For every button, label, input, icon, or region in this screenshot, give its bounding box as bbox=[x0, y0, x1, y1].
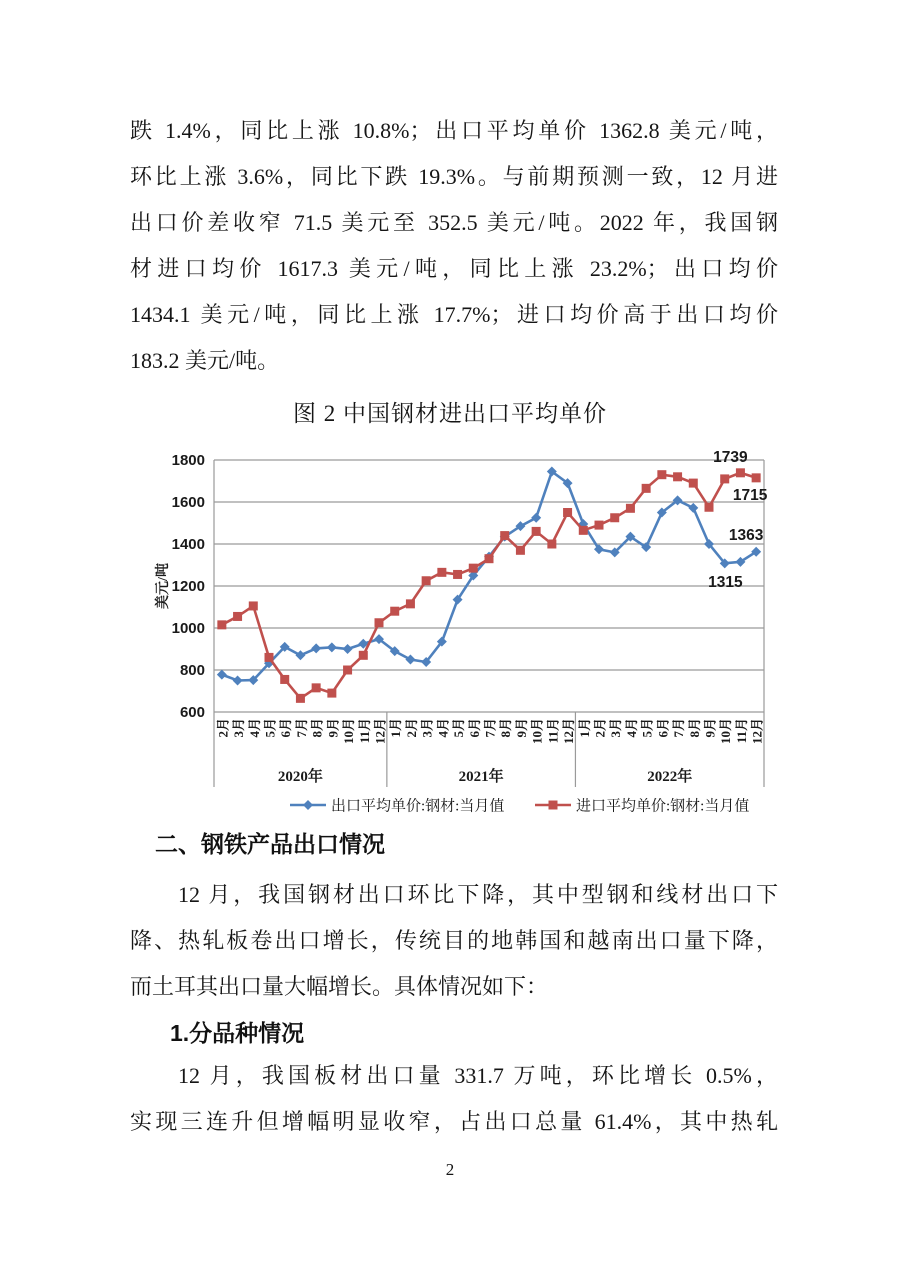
data-point bbox=[469, 564, 478, 573]
month-label: 7月 bbox=[482, 718, 498, 738]
data-point bbox=[217, 670, 227, 680]
month-label: 10月 bbox=[341, 718, 357, 745]
data-point bbox=[736, 468, 745, 477]
month-label: 8月 bbox=[498, 718, 514, 738]
data-point bbox=[437, 568, 446, 577]
data-point bbox=[343, 666, 352, 675]
data-point bbox=[233, 612, 242, 621]
data-point bbox=[327, 689, 336, 698]
month-label: 2月 bbox=[592, 718, 608, 738]
year-label: 2021年 bbox=[458, 769, 504, 785]
chart-canvas bbox=[150, 437, 778, 819]
text-line: 出口价差收窄 71.5 美元至 352.5 美元/吨。2022 年，我国钢 bbox=[130, 210, 778, 235]
month-label: 1月 bbox=[576, 718, 592, 738]
data-point bbox=[312, 683, 321, 692]
data-point bbox=[422, 576, 431, 585]
month-label: 7月 bbox=[671, 718, 687, 738]
data-point bbox=[280, 675, 289, 684]
data-point bbox=[303, 800, 313, 810]
month-label: 2月 bbox=[403, 718, 419, 738]
data-point bbox=[390, 607, 399, 616]
data-point bbox=[563, 508, 572, 517]
legend-label: 进口平均单价:钢材:当月值 bbox=[576, 798, 750, 815]
text-line: 12 月，我国板材出口量 331.7 万吨，环比增长 0.5%， bbox=[178, 1063, 778, 1088]
month-label: 9月 bbox=[325, 718, 341, 738]
data-point bbox=[265, 653, 274, 662]
data-point bbox=[343, 644, 353, 654]
month-label: 9月 bbox=[513, 718, 529, 738]
month-label: 2月 bbox=[215, 718, 231, 738]
y-tick-label: 1600 bbox=[171, 494, 205, 511]
data-point bbox=[516, 546, 525, 555]
month-label: 5月 bbox=[639, 718, 655, 738]
month-label: 9月 bbox=[702, 718, 718, 738]
data-point bbox=[359, 651, 368, 660]
text-line: 183.2 美元/吨。 bbox=[130, 348, 280, 373]
data-point bbox=[375, 618, 384, 627]
data-point bbox=[217, 620, 226, 629]
data-point bbox=[296, 694, 305, 703]
x-axis-labels bbox=[215, 718, 764, 744]
data-point bbox=[752, 473, 761, 482]
subsection-heading: 1.分品种情况 bbox=[170, 1020, 305, 1046]
month-label: 4月 bbox=[246, 718, 262, 738]
month-label: 10月 bbox=[718, 718, 734, 745]
y-tick-label: 600 bbox=[179, 704, 205, 721]
y-axis-labels bbox=[154, 452, 205, 721]
data-point bbox=[673, 472, 682, 481]
data-point bbox=[626, 504, 635, 513]
y-tick-label: 1200 bbox=[171, 578, 205, 595]
text-line: 材进口均价 1617.3 美元/吨，同比上涨 23.2%；出口均价 bbox=[130, 256, 778, 281]
data-point bbox=[327, 642, 337, 652]
month-label: 8月 bbox=[686, 718, 702, 738]
legend-import bbox=[535, 797, 749, 815]
data-point bbox=[595, 521, 604, 530]
text-line: 跌 1.4%，同比上涨 10.8%；出口平均单价 1362.8 美元/吨， bbox=[130, 118, 778, 143]
data-point bbox=[579, 526, 588, 535]
data-point bbox=[233, 676, 243, 686]
point-label: 1739 bbox=[713, 448, 748, 466]
legend bbox=[290, 797, 749, 815]
month-label: 3月 bbox=[419, 718, 435, 738]
data-point bbox=[549, 801, 558, 810]
text-line: 环比上涨 3.6%，同比下跌 19.3%。与前期预测一致，12 月进 bbox=[130, 164, 778, 189]
figure-title: 图 2 中国钢材进出口平均单价 bbox=[293, 401, 607, 426]
month-label: 6月 bbox=[466, 718, 482, 738]
year-label: 2022年 bbox=[647, 769, 693, 785]
point-label: 1315 bbox=[708, 573, 743, 591]
text-line: 而土耳其出口量大幅增长。具体情况如下： bbox=[130, 974, 549, 999]
price-chart bbox=[150, 437, 778, 819]
y-tick-label: 1400 bbox=[171, 536, 205, 553]
month-label: 5月 bbox=[451, 718, 467, 738]
text-line: 12 月，我国钢材出口环比下降，其中型钢和线材出口下 bbox=[178, 882, 778, 907]
data-point bbox=[500, 531, 509, 540]
data-point bbox=[295, 650, 305, 660]
text-line: 降、热轧板卷出口增长，传统目的地韩国和越南出口量下降， bbox=[130, 928, 778, 953]
month-label: 3月 bbox=[608, 718, 624, 738]
year-label: 2020年 bbox=[277, 769, 323, 785]
month-label: 6月 bbox=[278, 718, 294, 738]
data-point bbox=[720, 474, 729, 483]
month-label: 10月 bbox=[529, 718, 545, 745]
data-point bbox=[610, 513, 619, 522]
point-label: 1715 bbox=[732, 486, 768, 504]
data-point bbox=[406, 599, 415, 608]
month-label: 12月 bbox=[372, 718, 388, 745]
data-point bbox=[485, 554, 494, 563]
grid bbox=[214, 460, 764, 712]
point-label: 1363 bbox=[728, 526, 764, 544]
legend-label: 出口平均单价:钢材:当月值 bbox=[331, 798, 505, 815]
month-label: 11月 bbox=[733, 718, 749, 744]
data-point bbox=[657, 470, 666, 479]
section-heading: 二、钢铁产品出口情况 bbox=[155, 831, 385, 857]
data-point bbox=[547, 540, 556, 549]
page-number: 2 bbox=[445, 1160, 455, 1179]
month-label: 11月 bbox=[545, 718, 561, 744]
data-point bbox=[405, 655, 415, 665]
y-tick-label: 1800 bbox=[171, 452, 205, 469]
paragraph-export-overview bbox=[130, 872, 778, 1010]
data-point bbox=[688, 503, 698, 513]
text-line: 实现三连升但增幅明显收窄，占出口总量 61.4%，其中热轧 bbox=[130, 1109, 778, 1134]
data-point bbox=[249, 601, 258, 610]
month-label: 4月 bbox=[435, 718, 451, 738]
data-point bbox=[642, 484, 651, 493]
month-label: 8月 bbox=[309, 718, 325, 738]
month-label: 6月 bbox=[655, 718, 671, 738]
data-point bbox=[531, 513, 541, 523]
data-point bbox=[453, 570, 462, 579]
month-label: 11月 bbox=[356, 718, 372, 744]
series-export bbox=[217, 467, 761, 686]
legend-export bbox=[290, 797, 504, 815]
text-line: 1434.1 美元/吨，同比上涨 17.7%；进口均价高于出口均价 bbox=[130, 302, 778, 327]
paragraph-price-summary bbox=[130, 108, 778, 384]
y-axis-title: 美元/吨 bbox=[156, 563, 171, 609]
month-label: 12月 bbox=[561, 718, 577, 745]
paragraph-plate-export bbox=[130, 1053, 778, 1145]
month-label: 3月 bbox=[231, 718, 247, 738]
month-label: 5月 bbox=[262, 718, 278, 738]
data-point bbox=[532, 527, 541, 536]
data-point bbox=[689, 479, 698, 488]
y-tick-label: 1000 bbox=[171, 620, 205, 637]
month-label: 7月 bbox=[293, 718, 309, 738]
month-label: 4月 bbox=[623, 718, 639, 738]
month-label: 12月 bbox=[749, 718, 765, 745]
y-tick-label: 800 bbox=[179, 662, 205, 679]
data-point bbox=[311, 643, 321, 653]
month-label: 1月 bbox=[388, 718, 404, 738]
data-point bbox=[705, 503, 714, 512]
